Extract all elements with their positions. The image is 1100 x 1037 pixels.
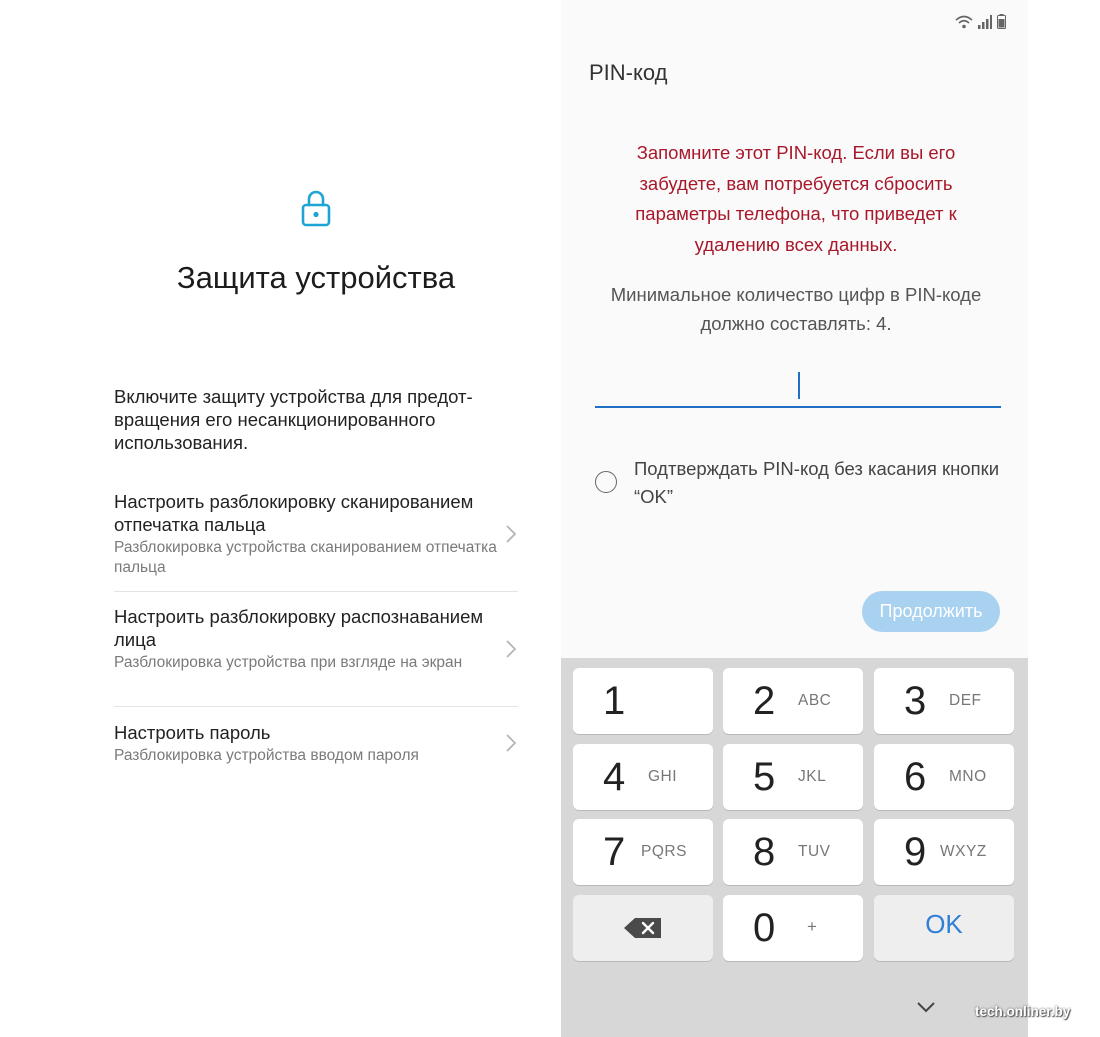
- key-digit: 0: [753, 906, 776, 950]
- confirm-without-ok-label[interactable]: Подтверждать PIN-код без касания кнопки “OK”: [634, 458, 1000, 507]
- pin-input[interactable]: [595, 360, 1001, 408]
- backspace-key[interactable]: [573, 895, 713, 961]
- key-9[interactable]: [874, 819, 1014, 885]
- key-plus: +: [807, 917, 817, 936]
- key-digit: 9: [904, 830, 927, 874]
- chevron-right-icon: [504, 733, 518, 753]
- divider: [114, 591, 518, 592]
- key-4[interactable]: [573, 744, 713, 810]
- key-letters: DEF: [949, 692, 982, 709]
- key-digit: 7: [603, 830, 626, 874]
- chevron-right-icon: [504, 524, 518, 544]
- continue-button[interactable]: Продолжить: [862, 591, 1000, 632]
- option-password[interactable]: [114, 721, 518, 771]
- screen-title: PIN-код: [589, 60, 668, 85]
- key-letters: JKL: [798, 768, 827, 785]
- intro-text: Включите защиту устройства для предот-вращения его несанкционированного использования.: [114, 386, 473, 453]
- battery-icon: [997, 14, 1006, 29]
- page-title: Защита устройства: [176, 260, 456, 295]
- key-digit: 4: [603, 755, 626, 799]
- chevron-down-icon[interactable]: [916, 1000, 936, 1014]
- pin-setup-screen: [561, 0, 1028, 1037]
- text-caret: [798, 372, 800, 399]
- divider: [114, 706, 518, 707]
- key-digit: 3: [904, 679, 927, 723]
- key-letters: WXYZ: [940, 843, 987, 860]
- option-subtitle: Разблокировка устройства при взгляде на экран: [114, 654, 463, 671]
- key-0[interactable]: [723, 895, 863, 961]
- key-8[interactable]: [723, 819, 863, 885]
- lock-icon: [300, 188, 332, 228]
- key-digit: 2: [753, 679, 776, 723]
- key-6[interactable]: [874, 744, 1014, 810]
- key-digit: 8: [753, 830, 776, 874]
- key-3[interactable]: [874, 668, 1014, 734]
- option-fingerprint[interactable]: [114, 490, 518, 582]
- min-digits-info: Минимальное количество цифр в PIN-коде должно составлять: 4.: [610, 284, 982, 334]
- watermark: tech.onliner.by: [975, 1004, 1071, 1019]
- option-subtitle: Разблокировка устройства вводом пароля: [114, 747, 419, 764]
- key-5[interactable]: [723, 744, 863, 810]
- key-letters: ABC: [798, 692, 832, 709]
- wifi-icon: [955, 15, 973, 29]
- numeric-keypad: [561, 658, 1028, 1037]
- option-face[interactable]: [114, 605, 518, 697]
- key-digit: 5: [753, 755, 776, 799]
- option-subtitle: Разблокировка устройства сканированием отпечатка пальца: [114, 539, 497, 576]
- ok-key[interactable]: [874, 895, 1014, 961]
- key-letters: TUV: [798, 843, 831, 860]
- option-title: Настроить пароль: [114, 722, 271, 743]
- ok-label: OK: [925, 909, 963, 939]
- key-7[interactable]: [573, 819, 713, 885]
- signal-icon: [978, 15, 992, 29]
- key-letters: GHI: [648, 768, 678, 785]
- key-1[interactable]: [573, 668, 713, 734]
- key-2[interactable]: [723, 668, 863, 734]
- key-letters: PQRS: [641, 843, 687, 860]
- option-title: Настроить разблокировку распознаванием лица: [114, 606, 484, 650]
- confirm-without-ok-radio[interactable]: [595, 471, 617, 493]
- status-bar: [955, 14, 1006, 29]
- option-title: Настроить разблокировку сканированием отпечатка пальца: [114, 491, 474, 535]
- warning-text: Запомните этот PIN-код. Если вы его забудете, вам потребуется сбросить параметры телефона, что приведет к удалению всех данных.: [635, 142, 957, 255]
- key-letters: MNO: [949, 768, 987, 785]
- backspace-icon: [623, 917, 663, 939]
- key-digit: 6: [904, 755, 927, 799]
- key-digit: 1: [603, 679, 626, 723]
- chevron-right-icon: [504, 639, 518, 659]
